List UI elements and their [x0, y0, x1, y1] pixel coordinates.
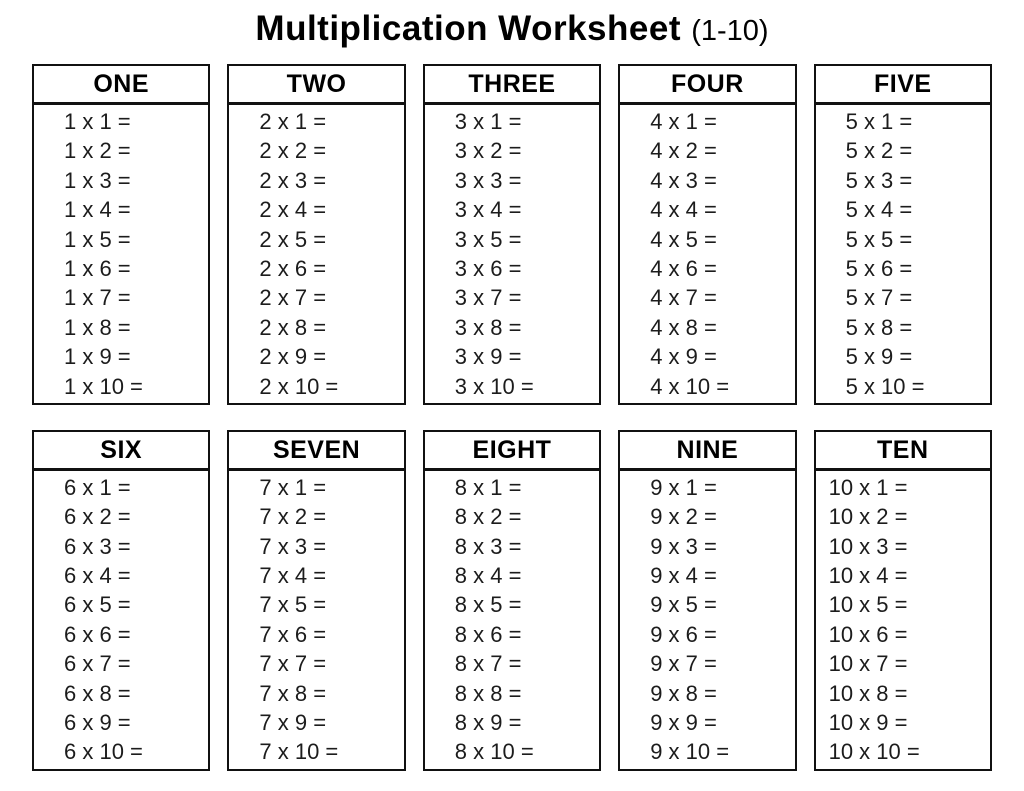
equation-row: 2 x 10 = [259, 373, 339, 399]
equation-row: 10 x 1 = [828, 474, 908, 500]
table-six-header: SIX [34, 432, 208, 471]
equation-row: 4 x 9 = [650, 344, 717, 370]
equation-row: 10 x 9 = [828, 710, 908, 736]
equation-row: 2 x 3 = [259, 167, 327, 193]
equation-row: 10 x 7 = [828, 651, 908, 677]
equation-row: 6 x 2 = [64, 504, 131, 530]
equation-row: 3 x 5 = [454, 226, 522, 252]
table-two [227, 64, 405, 405]
equation-row: 2 x 1 = [259, 109, 327, 134]
equation-row: 5 x 3 = [845, 167, 913, 193]
equation-row: 5 x 6 = [845, 255, 913, 281]
table-one [32, 64, 210, 405]
equation-row: 9 x 8 = [650, 680, 717, 706]
equation-row: 1 x 3 = [64, 167, 131, 193]
equation-row: 1 x 7 = [64, 285, 131, 311]
table-six-body [34, 471, 208, 769]
equation-row: 2 x 8 = [259, 314, 327, 340]
equation-row: 9 x 5 = [650, 592, 717, 618]
equation-row: 10 x 10 = [828, 739, 920, 765]
table-four-header: FOUR [620, 66, 794, 105]
equation-row: 5 x 8 = [845, 314, 913, 340]
equation-row: 4 x 10 = [650, 373, 730, 399]
equation-row: 4 x 4 = [650, 197, 717, 223]
equation-row: 7 x 5 = [259, 592, 327, 618]
equation-row: 9 x 9 = [650, 710, 717, 736]
equation-row: 9 x 1 = [650, 474, 717, 500]
table-three [423, 64, 601, 405]
equation-row: 2 x 9 = [259, 344, 327, 370]
equation-row: 6 x 6 = [64, 621, 131, 647]
equation-row: 8 x 3 = [454, 533, 522, 559]
table-seven-body [229, 471, 403, 769]
table-eight-body [425, 471, 599, 769]
equation-row: 5 x 2 = [845, 138, 913, 164]
equation-row: 5 x 4 = [845, 197, 913, 223]
table-nine-header: NINE [620, 432, 794, 471]
equation-row: 7 x 8 = [259, 680, 327, 706]
equation-row: 1 x 4 = [64, 197, 131, 223]
equation-row: 4 x 7 = [650, 285, 717, 311]
equation-row: 10 x 3 = [828, 533, 908, 559]
equation-row: 1 x 5 = [64, 226, 131, 252]
title-range: (1-10) [691, 15, 769, 47]
equation-row: 9 x 7 = [650, 651, 717, 677]
equation-row: 3 x 2 = [454, 138, 522, 164]
equation-row: 7 x 10 = [259, 739, 339, 765]
equation-row: 2 x 4 = [259, 197, 327, 223]
table-five [814, 64, 992, 405]
equation-row: 6 x 4 = [64, 563, 131, 589]
equation-row: 7 x 4 = [259, 563, 327, 589]
equation-row: 10 x 8 = [828, 680, 908, 706]
table-five-body [816, 105, 990, 403]
equation-row: 8 x 6 = [454, 621, 522, 647]
table-three-header: THREE [425, 66, 599, 105]
equation-row: 8 x 9 = [454, 710, 522, 736]
equation-row: 7 x 7 = [259, 651, 327, 677]
equation-row: 8 x 8 = [454, 680, 522, 706]
equation-row: 8 x 4 = [454, 563, 522, 589]
equation-row: 6 x 3 = [64, 533, 131, 559]
table-ten-body [816, 471, 990, 769]
equation-row: 7 x 6 = [259, 621, 327, 647]
table-four-body [620, 105, 794, 403]
equation-row: 7 x 9 = [259, 710, 327, 736]
equation-row: 3 x 4 = [454, 197, 522, 223]
equation-row: 8 x 2 = [454, 504, 522, 530]
equation-row: 9 x 6 = [650, 621, 717, 647]
equation-row: 4 x 2 = [650, 138, 717, 164]
equation-row: 1 x 2 = [64, 138, 131, 164]
page-title [0, 8, 1024, 52]
equation-row: 6 x 9 = [64, 710, 131, 736]
table-ten [814, 430, 992, 771]
equation-row: 1 x 9 = [64, 344, 131, 370]
equation-row: 9 x 4 = [650, 563, 717, 589]
title-main: Multiplication Worksheet [255, 9, 681, 48]
equation-row: 6 x 1 = [64, 474, 131, 500]
table-eight [423, 430, 601, 771]
equation-row: 6 x 10 = [64, 739, 143, 765]
equation-row: 7 x 3 = [259, 533, 327, 559]
equation-row: 1 x 6 = [64, 255, 131, 281]
equation-row: 3 x 3 = [454, 167, 522, 193]
table-nine [618, 430, 796, 771]
equation-row: 6 x 5 = [64, 592, 131, 618]
equation-row: 4 x 1 = [650, 109, 717, 134]
equation-row: 8 x 7 = [454, 651, 522, 677]
table-four [618, 64, 796, 405]
equation-row: 9 x 2 = [650, 504, 717, 530]
equation-row: 2 x 6 = [259, 255, 327, 281]
table-eight-header: EIGHT [425, 432, 599, 471]
equation-row: 1 x 1 = [64, 109, 131, 134]
equation-row: 2 x 7 = [259, 285, 327, 311]
table-five-header: FIVE [816, 66, 990, 105]
equation-row: 3 x 6 = [454, 255, 522, 281]
equation-row: 2 x 5 = [259, 226, 327, 252]
equation-row: 8 x 5 = [454, 592, 522, 618]
equation-row: 9 x 3 = [650, 533, 717, 559]
equation-row: 5 x 10 = [845, 373, 925, 399]
equation-row: 3 x 9 = [454, 344, 522, 370]
equation-row: 8 x 1 = [454, 474, 522, 500]
equation-row: 4 x 3 = [650, 167, 717, 193]
equation-row: 5 x 7 = [845, 285, 913, 311]
equation-row: 3 x 8 = [454, 314, 522, 340]
equation-row: 5 x 1 = [845, 109, 913, 134]
tables-grid [0, 64, 1024, 771]
table-seven [227, 430, 405, 771]
table-ten-header: TEN [816, 432, 990, 471]
table-seven-header: SEVEN [229, 432, 403, 471]
equation-row: 10 x 6 = [828, 621, 908, 647]
table-three-body [425, 105, 599, 403]
equation-row: 2 x 2 = [259, 138, 327, 164]
table-six [32, 430, 210, 771]
equation-row: 4 x 8 = [650, 314, 717, 340]
equation-row: 9 x 10 = [650, 739, 730, 765]
equation-row: 7 x 1 = [259, 474, 327, 500]
equation-row: 3 x 1 = [454, 109, 522, 134]
equation-row: 1 x 10 = [64, 373, 143, 399]
table-two-header: TWO [229, 66, 403, 105]
equation-row: 5 x 5 = [845, 226, 913, 252]
equation-row: 7 x 2 = [259, 504, 327, 530]
equation-row: 8 x 10 = [454, 739, 534, 765]
equation-row: 6 x 7 = [64, 651, 131, 677]
equation-row: 10 x 2 = [828, 504, 908, 530]
table-nine-body [620, 471, 794, 769]
equation-row: 10 x 4 = [828, 563, 908, 589]
equation-row: 4 x 6 = [650, 255, 717, 281]
table-two-body [229, 105, 403, 403]
table-one-header: ONE [34, 66, 208, 105]
equation-row: 1 x 8 = [64, 314, 131, 340]
equation-row: 10 x 5 = [828, 592, 908, 618]
equation-row: 3 x 10 = [454, 373, 534, 399]
equation-row: 6 x 8 = [64, 680, 131, 706]
table-one-body [34, 105, 208, 403]
equation-row: 4 x 5 = [650, 226, 717, 252]
equation-row: 3 x 7 = [454, 285, 522, 311]
equation-row: 5 x 9 = [845, 344, 913, 370]
